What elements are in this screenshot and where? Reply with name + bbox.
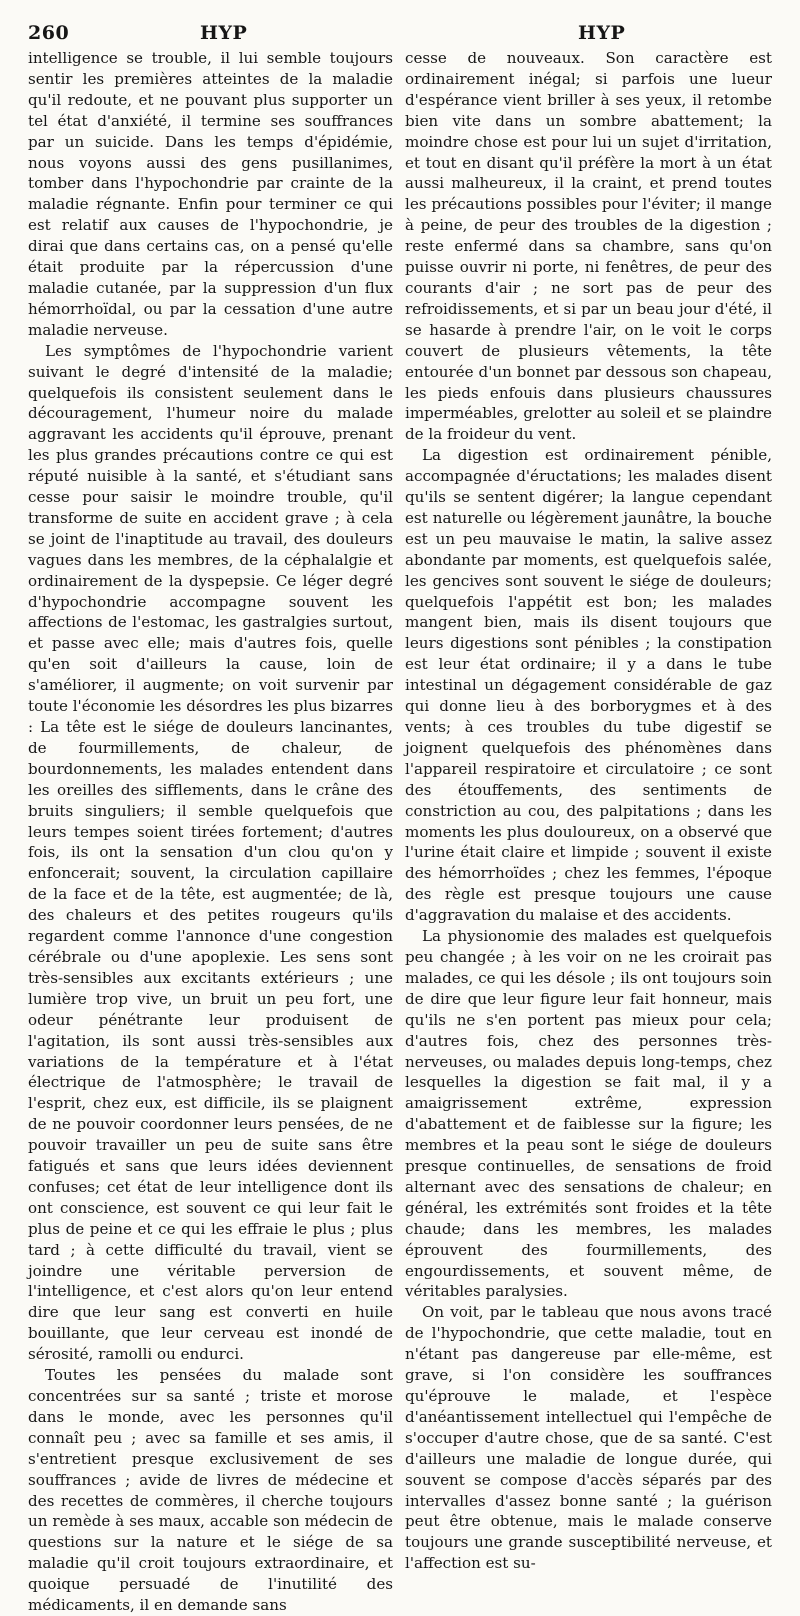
paragraph: Toutes les pensées du malade sont concentrées sur sa santé ; triste et morose dans le monde, avec les personnes qu'il connaît peu ; avec sa famille et ses amis, il s'entretient presque exclusivement de ses souffrances ; avide de livres de médecine et des recettes de commères, il cherche toujours un remède à ses maux, accable son médecin de questions sur la nature et le siége de sa maladie qu'il croit toujours extraordinaire, et quoique persuadé de l'inutilité des médicaments, il en demande sans: [28, 1366, 393, 1615]
paragraph: cesse de nouveaux. Son caractère est ordinairement inégal; si parfois une lueur d'espérance vient briller à ses yeux, il retombe bien vite dans un sombre abattement; la moindre chose est pour lui un sujet d'irritation, et tout en disant qu'il préfère la mort à un état aussi malheureux, il la craint, et prend toutes les précautions possibles pour l'éviter; il mange à peine, de peur des troubles de la digestion ; reste enfermé dans sa chambre, sans qu'on puisse ouvrir ni porte, ni fenêtres, de peur des courants d'air ; ne sort pas de peur des refroidissements, et si par un beau jour d'été, il se hasarde à prendre l'air, on le voit le corps couvert de plusieurs vêtements, la tête entourée d'un bonnet par dessous son chapeau, les pieds enfouis dans plusieurs chaussures imperméables, grelotter au soleil et se plaindre de la froideur du vent.: [405, 49, 772, 444]
left-column: [28, 48, 393, 1615]
left-running-head: HYP: [200, 22, 248, 44]
paragraph: On voit, par le tableau que nous avons tracé de l'hypochondrie, que cette maladie, tout en n'étant pas dangereuse par elle-même, est grave, si l'on considère les souffrances qu'éprouve le malade, et l'espèce d'anéantissement intellectuel qui l'empêche de s'occuper d'autre chose, que de sa santé. C'est d'ailleurs une maladie de longue durée, qui souvent se compose d'accès séparés par des intervalles d'assez bonne santé ; la guérison peut être obtenue, mais le malade conserve toujours une grande susceptibilité nerveuse, et l'affection est su-: [405, 1303, 772, 1573]
paragraph: Les symptômes de l'hypochondrie varient suivant le degré d'intensité de la maladie; quelquefois ils consistent seulement dans le découragement, l'humeur noire du malade aggravant les accidents qu'il éprouve, prenant les plus grandes précautions contre ce qui est réputé nuisible à la santé, et s'étudiant sans cesse pour saisir le moindre trouble, qu'il transforme de suite en accident grave ; à cela se joint de l'inaptitude au travail, des douleurs vagues dans les membres, de la céphalalgie et ordinairement de la dyspepsie. Ce léger degré d'hypochondrie accompagne souvent les affections de l'estomac, les gastralgies surtout, et passe avec elle; mais d'autres fois, quelle qu'en soit d'ailleurs la cause, loin de s'améliorer, il augmente; on voit survenir par toute l'économie les désordres les plus bizarres : La tête est le siége de douleurs lancinantes, de fourmillements, de chaleur, de bourdonnements, les malades entendent dans les oreilles des sifflements, dans le crâne des bruits singuliers; il semble quelquefois que leurs tempes soient tirées fortement; d'autres fois, ils ont la sensation d'un clou qu'on y enfoncerait; souvent, la circulation capillaire de la face et de la tête, est augmentée; de là, des chaleurs et des petites rougeurs qu'ils regardent comme l'annonce d'une congestion cérébrale ou d'une apoplexie. Les sens sont très-sensibles aux excitants extérieurs ; une lumière trop vive, un bruit un peu fort, une odeur pénétrante leur produisent de l'agitation, ils sont aussi très-sensibles aux variations de la température et à l'état électrique de l'atmosphère; le travail de l'esprit, chez eux, est difficile, ils se plaignent de ne pouvoir coordonner leurs pensées, de ne pouvoir travailler un peu de suite sans être fatigués et sans que leurs idées deviennent confuses; cet état de leur intelligence dont ils ont conscience, est souvent ce qui leur fait le plus de peine et ce qui les effraie le plus ; plus tard ; à cette difficulté du travail, vient se joindre une véritable perversion de l'intelligence, et c'est alors qu'on leur entend dire que leur sang est converti en huile bouillante, que leur cerveau est inondé de sérosité, ramolli ou endurci.: [28, 341, 393, 1364]
paragraph: intelligence se trouble, il lui semble toujours sentir les premières atteintes de la maladie qu'il redoute, et ne pouvant plus supporter un tel état d'anxiété, il termine ses souffrances par un suicide. Dans les temps d'épidémie, nous voyons aussi des gens pusillanimes, tomber dans l'hypochondrie par crainte de la maladie régnante. Enfin pour terminer ce qui est relatif aux causes de l'hypochondrie, je dirai que dans certains cas, on a pensé qu'elle était produite par la répercussion d'une maladie cutanée, par la suppression d'un flux hémorrhoïdal, ou par la cessation d'une autre maladie nerveuse.: [28, 49, 393, 339]
page-number: 260: [28, 22, 70, 44]
running-header: [28, 22, 774, 48]
right-running-head: HYP: [578, 22, 626, 44]
paragraph: La physionomie des malades est quelquefois peu changée ; à les voir on ne les croirait pas malades, ce qui les désole ; ils ont toujours soin de dire que leur figure leur fait honneur, mais qu'ils ne s'en portent pas mieux pour cela; d'autres fois, chez des personnes très-nerveuses, ou malades depuis long-temps, chez lesquelles la digestion se fait mal, il y a amaigrissement extrême, expression d'abattement et de faiblesse sur la figure; les membres et la peau sont le siége de douleurs presque continuelles, de sensations de froid alternant avec des sensations de chaleur; en général, les extrémités sont froides et la tête chaude; dans les membres, les malades éprouvent des fourmillements, des engourdissements, et souvent même, de véritables paralysies.: [405, 927, 772, 1301]
paragraph: La digestion est ordinairement pénible, accompagnée d'éructations; les malades disent qu'ils se sentent digérer; la langue cependant est naturelle ou légèrement jaunâtre, la bouche est un peu mauvaise le matin, la salive assez abondante par moments, est quelquefois salée, les gencives sont souvent le siége de douleurs; quelquefois l'appétit est bon; les malades mangent bien, mais ils disent toujours que leurs digestions sont pénibles ; la constipation est leur état ordinaire; il y a dans le tube intestinal un dégagement considérable de gaz qui donne lieu à des borborygmes et à des vents; à ces troubles du tube digestif se joignent quelquefois des phénomènes dans l'appareil respiratoire et circulatoire ; ce sont des étouffements, des sentiments de constriction au cou, des palpitations ; dans les moments les plus douloureux, on a observé que l'urine était claire et limpide ; souvent il existe des hémorrhoïdes ; chez les femmes, l'époque des règle est presque toujours une cause d'aggravation du malaise et des accidents.: [405, 446, 772, 925]
right-column: [405, 48, 772, 1573]
